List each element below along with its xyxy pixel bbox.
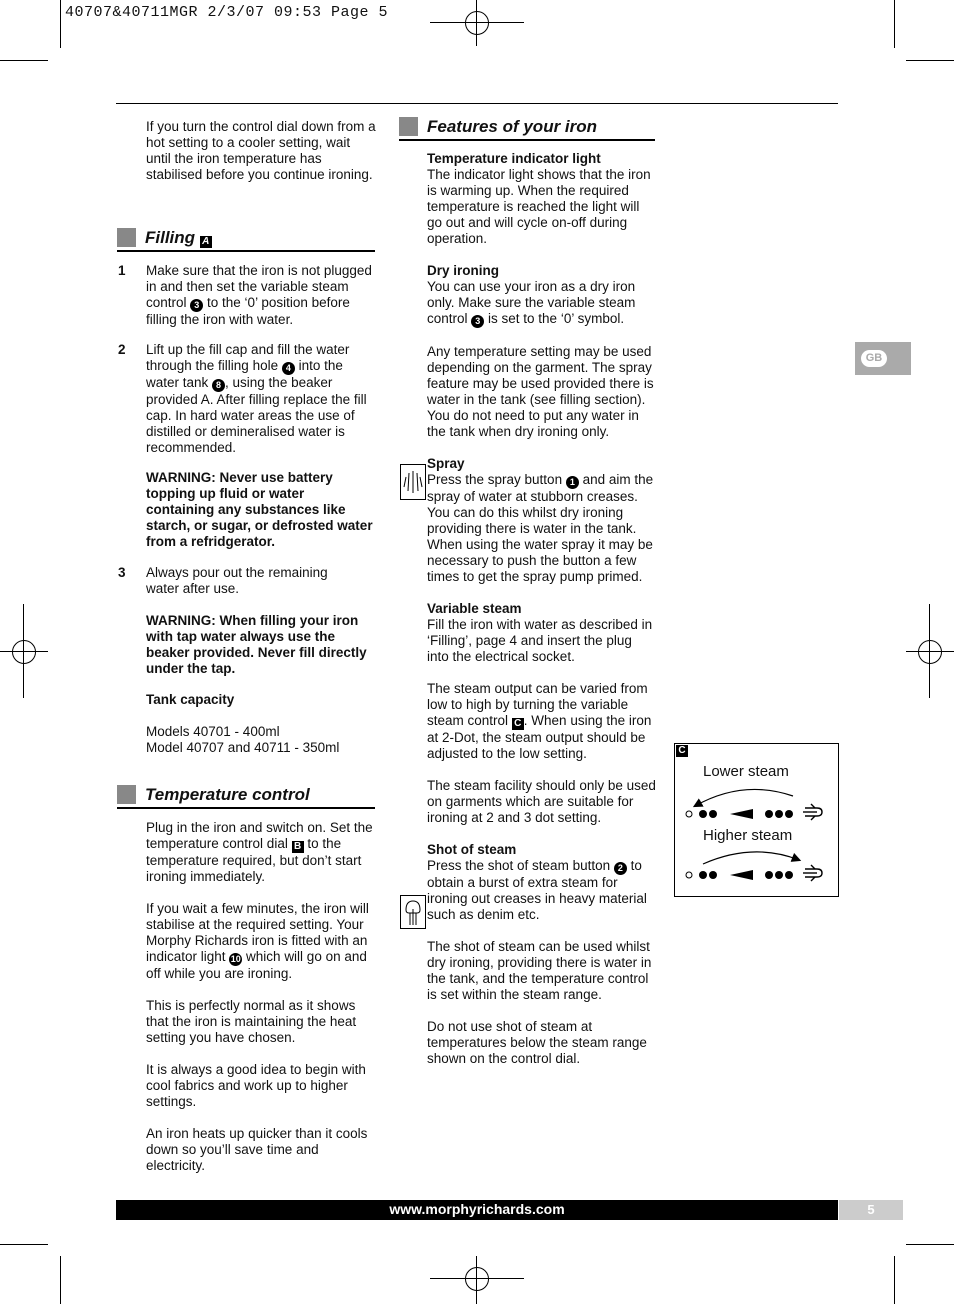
page-number-box xyxy=(839,1200,903,1220)
lower-steam-label: Lower steam xyxy=(703,763,789,780)
part-number-badge: 2 xyxy=(614,862,627,875)
crop-mark xyxy=(894,0,895,48)
step-1-text: Make sure that the iron is not plugged in and then set the variable steam control 3 to the ‘0’ position before filling the iron with water. xyxy=(146,263,372,327)
part-number-badge: 4 xyxy=(282,362,295,375)
heading-marker xyxy=(117,228,136,247)
part-number-badge: 3 xyxy=(471,315,484,328)
crop-mark xyxy=(906,60,954,61)
language-tab xyxy=(855,342,911,375)
crop-mark xyxy=(60,1256,61,1304)
tank-line-2: Model 40707 and 40711 - 350ml xyxy=(146,740,340,755)
filling-heading xyxy=(117,228,375,250)
registration-mark-bottom xyxy=(465,1267,489,1291)
heading-marker xyxy=(399,117,418,136)
part-number-badge: 3 xyxy=(190,299,203,312)
step-number: 1 xyxy=(118,263,126,278)
features-title: Features of your iron xyxy=(427,117,598,136)
spray-icon xyxy=(400,464,426,500)
figure-label: C xyxy=(676,745,688,757)
part-number-badge: 10 xyxy=(230,954,241,964)
step-number: 2 xyxy=(118,342,126,357)
features-body: Temperature indicator light The indicator light shows that the iron is warming up. When the required temperature is reached the light will go out and will cycle on-off during operation. Dry ironing You can use your iron as a dry iron only. Make sure the variable steam control 3 is set to the ‘0’ symbol. Any temperature setting may be used depending on the garment. The spray feature may be used provided there is water in the tank (see filling section). You do not need to put any water in the tank when dry ironing only. Spray Press the spray button 1 and aim the spray of water at stubborn creases. You can do this whilst dry ironing providing there is water in the tank. When using the water spray it may be necessary to push the button a few times to get the spray pump primed. Variable steam Fill the iron with water as described in ‘Filling’, page 4 and insert the plug into the electrical socket. The steam output can be varied from low to high by turning the variable steam control C . When using the iron at 2-Dot, the steam output should be adjusted to the low setting. The steam facility should only be used on garments which are suitable for ironing at 2 and 3 dot setting. Shot of steam Press the shot of steam button 2 to obtain a burst of extra steam for ironing out creases in heavy material such as denim etc. The shot of steam can be used whilst dry ironing, providing there is water in the tank, and the temperature control is set within the steam range. Do not use shot of steam at temperatures below the steam range shown on the control dial. xyxy=(427,151,656,1066)
filling-figure-badge: A xyxy=(200,236,212,248)
step-3-text: Always pour out the remaining water after use. xyxy=(146,565,328,596)
crop-mark xyxy=(894,1256,895,1304)
part-number-badge: 1 xyxy=(566,476,579,489)
steam-scale-diagram xyxy=(675,744,838,896)
page-number: 5 xyxy=(867,1202,875,1217)
temperature-control-title: Temperature control xyxy=(145,785,310,804)
step-number: 3 xyxy=(118,565,126,580)
steam-scale-row-lower xyxy=(686,809,793,819)
filling-title: Filling xyxy=(145,228,196,247)
warning-1: WARNING: Never use battery topping up fluid or water containing any substances like starch, or sugar, or defrosted water from a refridgerator. xyxy=(146,470,373,549)
registration-mark-top xyxy=(465,11,489,35)
intro-paragraph: If you turn the control dial down from a hot setting to a cooler setting, wait until the iron temperature has stabilised before you continue ironing. xyxy=(146,119,376,182)
tank-capacity-title: Tank capacity xyxy=(146,692,235,707)
steam-icon xyxy=(803,804,822,820)
print-slug: 40707&40711MGR 2/3/07 09:53 Page 5 xyxy=(65,4,389,21)
part-number-badge: 8 xyxy=(212,379,225,392)
shot-of-steam-icon xyxy=(400,895,426,929)
figure-badge: B xyxy=(292,841,304,853)
features-heading xyxy=(399,117,655,139)
temperature-control-heading xyxy=(117,785,375,807)
step-2-text: Lift up the fill cap and fill the water through the filling hole 4 into the water tank 8 , using the beaker provided A. After filling replace the fill cap. In hard water areas the use of distilled or demineralised water is recommended. xyxy=(146,342,367,455)
top-rule xyxy=(116,103,838,104)
warning-2: WARNING: When filling your iron with tap water always use the beaker provided. Never fill directly under the tap. xyxy=(146,613,367,676)
footer-bar xyxy=(116,1200,838,1220)
heading-marker xyxy=(117,785,136,804)
language-tab-label: GB xyxy=(861,350,887,367)
temperature-control-body: Plug in the iron and switch on. Set the temperature control dial B to the temperature required, but don’t start ironing immediately. If you wait a few minutes, the iron will stabilise at the required setting. Your Morphy Richards iron is fitted with an indicator light 10 which will go on and off while you are ironing. This is perfectly normal as it shows that the iron is maintaining the heat setting you have chosen. It is always a good idea to begin with cool fabrics and work up to higher settings. An iron heats up quicker than it cools down so you’ll save time and electricity. xyxy=(146,820,373,1173)
crop-mark xyxy=(60,0,61,48)
registration-mark-left xyxy=(12,640,36,664)
higher-steam-label: Higher steam xyxy=(703,827,793,844)
steam-icon xyxy=(803,865,822,881)
crop-mark xyxy=(0,60,48,61)
tank-line-1: Models 40701 - 400ml xyxy=(146,724,280,739)
crop-mark xyxy=(906,1244,954,1245)
registration-mark-right xyxy=(918,640,942,664)
steam-control-figure xyxy=(674,743,839,897)
steam-scale-row-higher xyxy=(686,870,793,880)
figure-badge: C xyxy=(512,718,524,730)
crop-mark xyxy=(0,1244,48,1245)
footer-url[interactable]: www.morphyrichards.com xyxy=(389,1201,565,1217)
